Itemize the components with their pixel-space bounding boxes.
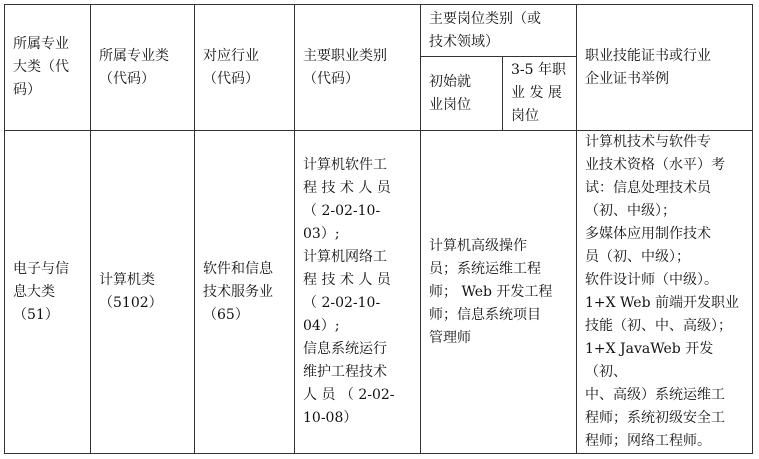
certificate-line: 技能（初、中、高级）； [585,318,732,334]
header-positions [421,5,577,57]
cell-certificates [577,131,753,454]
certificate-line: 1+X Web 前端开发职业 [585,295,739,311]
header-industry-line: 对应行业 [203,47,259,64]
header-major-class-line: （代码） [99,70,155,87]
position-line: 计算机高级操作 [429,237,527,254]
header-major-category-line: 大类（代 [13,59,69,75]
header-occupation [295,5,421,131]
cell-major-class [91,131,195,454]
cell-occupations [295,131,421,454]
certificate-line: 1+X JavaWeb 开发（初、 [585,341,714,380]
certificate-line: 软件设计师（中级）。 [585,272,718,288]
header-major-class-line: 所属专业类 [99,47,169,64]
header-initial-position-line: 业岗位 [429,96,471,113]
header-certificates [577,5,753,131]
major-category-line: 息大类 [13,283,55,300]
position-line: 师；信息系统项目 [429,306,541,323]
industry-line: 软件和信息 [203,260,273,277]
certificate-line: 业技术资格（水平）考 [585,157,725,173]
curriculum-table [4,4,753,454]
position-line: 师； Web 开发工程 [429,283,553,300]
occupation-line: （ 2-02-10- [303,295,381,311]
major-category-line: （51） [13,306,59,323]
certificate-line: 程师；网络工程师。 [585,433,711,449]
major-category-line: 电子与信 [13,260,69,277]
header-major-category-line: 码） [13,82,41,98]
header-occupation-line: （代码） [303,70,359,87]
position-line: 管理师 [429,329,471,346]
header-industry-line: （代码） [203,70,259,87]
header-major-category-line: 所属专业 [13,36,69,52]
occupation-line: 程 技 术 人 员 [303,272,391,288]
header-certificates-line: 职业技能证书或行业 [585,47,711,64]
industry-line: 技术服务业 [203,283,273,300]
certificate-line: 程师；系统初级安全工 [585,410,725,426]
header-occupation-line: 主要职业类别 [303,47,387,64]
certificate-line: 计算机技术与软件专 [585,134,711,150]
header-development-position-line: 3-5 年职 [511,62,566,78]
header-initial-position [421,57,503,131]
major-class-line: （5102） [99,295,163,311]
header-industry [195,5,295,131]
position-line: 员；系统运维工程 [429,260,541,277]
header-development-position [503,57,577,131]
header-major-class [91,5,195,131]
occupation-line: 计算机网络工 [303,249,387,265]
cell-positions [421,131,577,454]
header-certificates-line: 企业证书举例 [585,70,669,87]
certificate-line: 试：信息处理技术员 [585,180,711,196]
cell-industry [195,131,295,454]
header-positions-line: 技术领域） [429,33,499,50]
header-development-position-line: 岗位 [511,108,539,124]
occupation-line: 计算机软件工 [303,157,387,173]
header-initial-position-line: 初始就 [429,73,471,90]
header-major-category [5,5,91,131]
occupation-line: 04）; [303,318,340,334]
occupation-line: 10-08） [303,410,358,426]
certificate-line: 员（初、中级）； [585,249,690,265]
industry-line: （65） [203,306,249,323]
occupation-line: 程 技 术 人 员 [303,180,391,196]
occupation-line: 人 员 （ 2-02- [303,387,395,403]
occupation-line: （ 2-02-10- [303,203,381,219]
occupation-line: 03）; [303,226,340,242]
occupation-line: 维护工程技术 [303,364,387,380]
major-class-line: 计算机类 [99,272,155,288]
cell-major-category [5,131,91,454]
header-positions-line: 主要岗位类别（或 [429,10,541,27]
certificate-line: 多媒体应用制作技术 [585,226,711,242]
header-development-position-line: 业 发 展 [511,85,562,101]
certificate-line: 中、高级）系统运维工 [585,387,725,403]
certificate-line: （初、中级）； [585,203,676,219]
occupation-line: 信息系统运行 [303,341,387,357]
